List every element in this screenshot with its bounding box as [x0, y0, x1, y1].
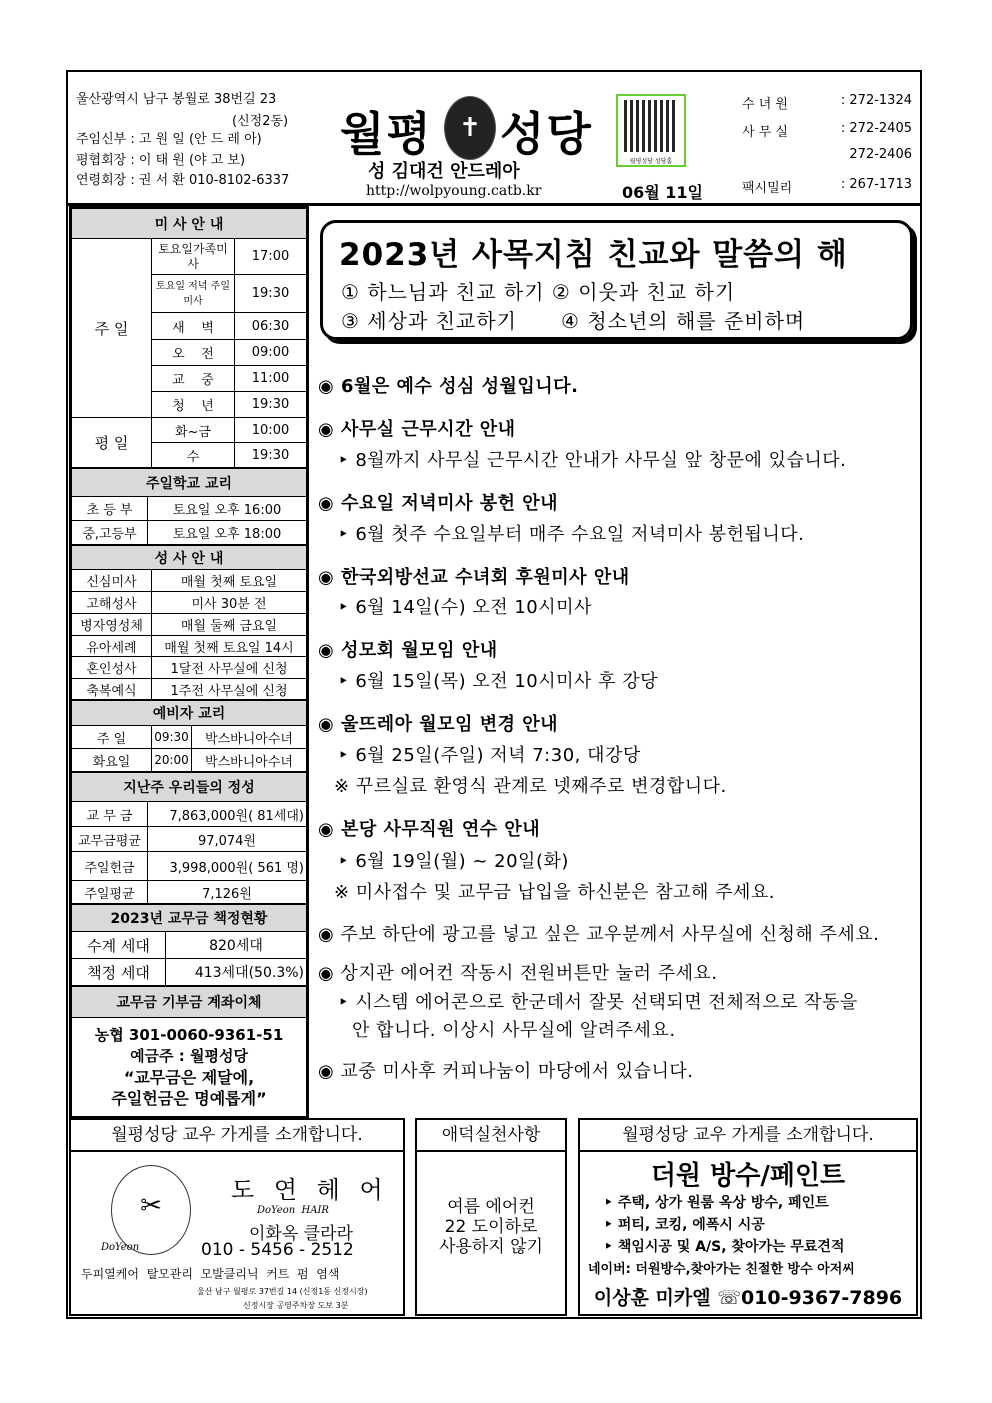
school-time: 토요일 오후 18:00: [148, 521, 307, 545]
mass-time: 09:00: [235, 340, 307, 366]
account-title: 교무금 기부금 계좌이체: [72, 987, 307, 1018]
pastor: 주임신부 : 고 원 일 (안 드 레 아): [76, 132, 262, 147]
bulletin-date: 06월 11일: [622, 183, 704, 202]
sunday-label: 주 일: [72, 239, 152, 418]
banner-title: 2023년 사목지침 친교와 말씀의 해: [339, 237, 848, 273]
notice-line: ‣ 6월 15일(목) 오전 10시미사 후 강당: [338, 671, 659, 692]
offering-value: 7,863,000원( 81세대): [148, 802, 307, 827]
phone-row: [742, 147, 912, 177]
notice-line: ‣ 6월 19일(월) ~ 20일(화): [338, 851, 569, 872]
church-name-b: 성당: [500, 107, 593, 161]
mass-name: 교 중: [152, 366, 235, 392]
phone-label: 팩시밀리: [742, 181, 793, 196]
phone-value: : 272-1324: [840, 93, 912, 108]
sacrament-name: 축복예식: [72, 679, 152, 700]
sacrament-value: 매월 둘째 금요일: [152, 614, 307, 636]
catechumen-time: 09:30: [152, 726, 192, 749]
hair-phone: 010 - 5456 - 2512: [201, 1240, 354, 1260]
phone-list: [742, 93, 912, 203]
pastoral-banner: [320, 220, 913, 340]
notice-line: ‣ 8월까지 사무실 근무시간 안내가 사무실 앞 창문에 있습니다.: [338, 450, 847, 471]
hair-services: 두피열케어 탈모관리 모발클리닉 커트 펌 염색: [81, 1267, 340, 1281]
catechumen-teacher: 박스바니아수녀: [192, 726, 307, 749]
account-table: [71, 986, 307, 1117]
sacraments-table: [71, 545, 307, 700]
school-time: 토요일 오후 16:00: [148, 497, 307, 521]
hair-address: 울산 남구 월평로 37번길 14 (신정1동 신정시장): [197, 1287, 368, 1296]
sacrament-value: 1달전 사무실에 신청: [152, 657, 307, 679]
federation-president: 연령회장 : 권 서 환 010-8102-6337: [76, 173, 290, 188]
mass-schedule-table: [71, 208, 307, 468]
notice-line: ※ 꾸르실료 환영식 관계로 넷째주로 변경합니다.: [334, 776, 727, 797]
notice-line: ‣ 6월 14일(수) 오전 10시미사: [338, 597, 592, 618]
notice-heading: ◉ 수요일 저녁미사 봉헌 안내: [318, 493, 559, 514]
offering-name: 교 무 금: [72, 802, 148, 827]
ad-waterproofing: [578, 1118, 918, 1316]
phone-value: 272-2406: [849, 147, 912, 162]
mass-time: 06:30: [235, 313, 307, 340]
sacrament-value: 미사 30분 전: [152, 592, 307, 614]
hair-owner: 이화옥 클라라: [249, 1224, 353, 1244]
notice-heading: ◉ 한국외방선교 수녀회 후원미사 안내: [318, 567, 630, 588]
hair-logo-text: DoYeon: [101, 1242, 140, 1253]
sacraments-title: 성 사 안 내: [72, 546, 307, 570]
school-group: 중,고등부: [72, 521, 148, 545]
info-sidebar: [69, 206, 309, 1119]
offering-quote: 주일헌금은 명예롭게”: [111, 1089, 267, 1108]
sacrament-name: 신심미사: [72, 570, 152, 592]
banner-line: ③ 세상과 친교하기 ④ 청소년의 해를 준비하며: [341, 309, 806, 333]
dues-value: 413세대(50.3%): [166, 959, 307, 986]
notice-line: ◉ 교중 미사후 커피나눔이 마당에서 있습니다.: [318, 1061, 694, 1082]
dues-title: 2023년 교무금 책정현황: [72, 905, 307, 932]
offering-value: 7,126원: [148, 881, 307, 904]
phone-row: [742, 121, 912, 147]
mass-title: 미 사 안 내: [72, 209, 307, 239]
phone-value: : 272-2405: [840, 121, 912, 136]
mass-name: 화~금: [152, 418, 235, 443]
bank-account: 농협 301-0060-9361-51: [94, 1026, 284, 1044]
dues-value: 820세대: [166, 932, 307, 959]
mass-name: 토요일 저녁 주일미사: [152, 275, 235, 313]
ad-title: 월평성당 교우 가게를 소개합니다.: [580, 1120, 916, 1152]
ad-hair-salon: [69, 1118, 405, 1316]
catechumen-time: 20:00: [152, 749, 192, 772]
sacrament-name: 혼인성사: [72, 657, 152, 679]
sacrament-name: 유아세례: [72, 636, 152, 657]
notice-heading: ◉ 본당 사무직원 연수 안내: [318, 819, 541, 840]
mass-name: 청 년: [152, 392, 235, 418]
shop-name: 더원 방수/페인트: [650, 1161, 846, 1191]
mass-name: 토요일가족미사: [152, 239, 235, 275]
mass-name: 새 벽: [152, 313, 235, 340]
catechumen-teacher: 박스바니아수녀: [192, 749, 307, 772]
sacrament-value: 1주전 사무실에 신청: [152, 679, 307, 700]
address-line-2: (신정2동): [232, 114, 289, 129]
mass-name: 수: [152, 443, 235, 468]
patron-saint: 성 김대건 안드레아: [368, 161, 520, 182]
website-link[interactable]: http://wolpyoung.catb.kr: [366, 183, 542, 199]
charity-box: [415, 1118, 567, 1316]
offering-name: 교무금평균: [72, 827, 148, 852]
mass-time: 11:00: [235, 366, 307, 392]
sacrament-value: 매월 첫째 토요일: [152, 570, 307, 592]
mass-time: 19:30: [235, 392, 307, 418]
notice-line: 안 합니다. 이상시 사무실에 알려주세요.: [352, 1020, 676, 1041]
mass-time: 19:30: [235, 443, 307, 468]
shop-item: ‣ 책임시공 및 A/S, 찾아가는 무료견적: [604, 1239, 845, 1255]
sacrament-name: 고해성사: [72, 592, 152, 614]
phone-label: 수 녀 원: [742, 97, 788, 112]
sunday-school-table: [71, 468, 307, 545]
hair-salon-name: 도 연 헤 어: [231, 1176, 389, 1204]
charity-line: 여름 에어컨: [447, 1197, 535, 1217]
school-title: 주일학교 교리: [72, 469, 307, 497]
phone-row: [742, 177, 912, 203]
notice-heading: ◉ 울뜨레아 월모임 변경 안내: [318, 714, 559, 735]
shop-contact: 이상훈 미카엘 ☏010-9367-7896: [593, 1287, 903, 1309]
mass-time: 10:00: [235, 418, 307, 443]
notice-line: ‣ 6월 25일(주일) 저녁 7:30, 대강당: [338, 745, 641, 766]
notice-line: ‣ 6월 첫주 수요일부터 매주 수요일 저녁미사 봉헌됩니다.: [338, 524, 805, 545]
qr-code-pattern: [624, 100, 678, 152]
phone-label: 사 무 실: [742, 125, 788, 140]
sacrament-value: 매월 첫째 토요일 14시: [152, 636, 307, 657]
shop-item: ‣ 퍼티, 코킹, 에폭시 시공: [604, 1217, 765, 1233]
offering-value: 3,998,000원( 561 명): [148, 852, 307, 881]
notice-heading: ◉ 6월은 예수 성심 성월입니다.: [318, 376, 579, 397]
council-president: 평협회장 : 이 태 원 (야 고 보): [76, 153, 246, 168]
offering-quote: “교무금은 제달에,: [123, 1068, 255, 1087]
offering-name: 주일헌금: [72, 852, 148, 881]
dues-name: 책정 세대: [72, 959, 166, 986]
mass-time: 17:00: [235, 239, 307, 275]
notice-heading: ◉ 사무실 근무시간 안내: [318, 419, 516, 440]
catechumen-day: 주 일: [72, 726, 152, 749]
sacrament-name: 병자영성체: [72, 614, 152, 636]
catechumen-title: 예비자 교리: [72, 701, 307, 726]
catechumen-day: 화요일: [72, 749, 152, 772]
dues-name: 수계 세대: [72, 932, 166, 959]
hair-salon-en: DoYeon HAIR: [257, 1205, 329, 1216]
address-line-1: 울산광역시 남구 봉월로 38번길 23: [76, 92, 277, 107]
weekday-label: 평 일: [72, 418, 152, 468]
charity-title: 애덕실천사항: [417, 1120, 565, 1152]
shop-item: ‣ 주택, 상가 원룸 옥상 방수, 페인트: [604, 1195, 829, 1211]
charity-line: 22 도이하로: [444, 1217, 538, 1237]
offering-table: [71, 772, 307, 904]
notice-line: ◉ 상지관 에어컨 작동시 전원버튼만 눌러 주세요.: [318, 963, 718, 984]
catechumen-table: [71, 700, 307, 772]
school-group: 초 등 부: [72, 497, 148, 521]
scissors-comb-icon: ✂: [111, 1165, 191, 1255]
mass-time: 19:30: [235, 275, 307, 313]
phone-row: [742, 93, 912, 121]
offering-name: 주일평균: [72, 881, 148, 904]
qr-code: [616, 94, 686, 167]
banner-line: ① 하느님과 친교 하기 ② 이웃과 친교 하기: [341, 280, 736, 304]
account-holder: 예금주 : 월평성당: [130, 1047, 248, 1065]
ad-title: 월평성당 교우 가게를 소개합니다.: [71, 1120, 403, 1152]
notice-line: ※ 미사접수 및 교무금 납입을 하신분은 참고해 주세요.: [334, 882, 776, 903]
church-name-a: 월평: [340, 107, 433, 161]
notice-heading: ◉ 성모회 월모임 안내: [318, 640, 498, 661]
mass-name: 오 전: [152, 340, 235, 366]
church-emblem-logo: ✝: [444, 96, 496, 160]
notice-line: ◉ 주보 하단에 광고를 넣고 싶은 교우분께서 사무실에 신청해 주세요.: [318, 924, 880, 945]
hair-directions: 신정시장 공영주차장 도보 3분: [243, 1301, 349, 1310]
offering-value: 97,074원: [148, 827, 307, 852]
qr-caption: 월평성당 성당홈: [629, 158, 673, 165]
offering-title: 지난주 우리들의 정성: [72, 773, 307, 802]
phone-value: : 267-1713: [840, 177, 912, 192]
charity-line: 사용하지 않기: [439, 1237, 543, 1257]
dues-table: [71, 904, 307, 986]
notice-line: ‣ 시스템 에어콘으로 한군데서 잘못 선택되면 전체적으로 작동을: [338, 992, 858, 1013]
shop-naver: 네이버: 더원방수,찾아가는 친절한 방수 아저씨: [588, 1262, 855, 1277]
